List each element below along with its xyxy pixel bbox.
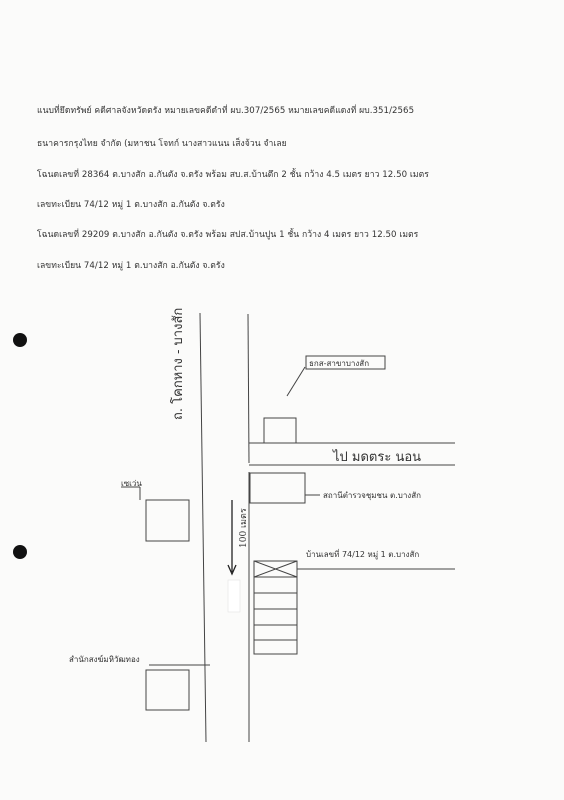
deed-2-line: โฉนดเลขที่ 29209 ต.บางสัก อ.กันตัง จ.ตรัง พร้อม สปส.บ้านปูน 1 ชั้น กว้าง 4 เมตร ยาว 12.50 เมตร [37,230,419,240]
school-label: ธกส-สาขาบางสัก [309,359,370,368]
school-building [264,418,296,443]
registration-2-line: เลขทะเบียน 74/12 หมู่ 1 ต.บางสัก อ.กันตัง จ.ตรัง [37,261,225,271]
school-leader-line [287,367,305,396]
side-road-label: ไป มดตระ นอน [333,450,422,465]
main-road-label: ถ. โคกหาง - บางสัก [171,307,186,420]
main-road-right-edge-upper [248,314,249,463]
left-top-label: เซเว่น [121,479,142,488]
distance-label: 100 เมตร [239,508,249,548]
health-center-label: สถานีตำรวจชุมชน ต.บางสัก [323,491,421,500]
target-house-label: บ้านเลขที่ 74/12 หมู่ 1 ต.บางสัก [306,550,420,559]
correction-mark [228,580,240,612]
left-bottom-label: สำนักสงฆ์มหิวัฒทอง [69,655,140,664]
health-center-building [250,473,305,503]
left-top-building [146,500,189,541]
left-bottom-building [146,670,189,710]
registration-1-line: เลขทะเบียน 74/12 หมู่ 1 ต.บางสัก อ.กันตัง จ.ตรัง [37,200,225,210]
deed-1-line: โฉนดเลขที่ 28364 ต.บางสัก อ.กันตัง จ.ตรัง พร้อม สบ.ส.บ้านตึก 2 ชั้น กว้าง 4.5 เมตร ยาว 12.50 เมตร [37,170,429,180]
main-road-left-edge [200,313,206,742]
case-reference-line: แนบที่ยึดทรัพย์ คดีศาลจังหวัดตรัง หมายเลขคดีดำที่ ผบ.307/2565 หมายเลขคดีแดงที่ ผบ.351/2565 [37,106,415,116]
parties-line: ธนาคารกรุงไทย จำกัด (มหาชน โจทก์ นางสาวแนน เส็งจ้วน จำเลย [37,139,287,149]
